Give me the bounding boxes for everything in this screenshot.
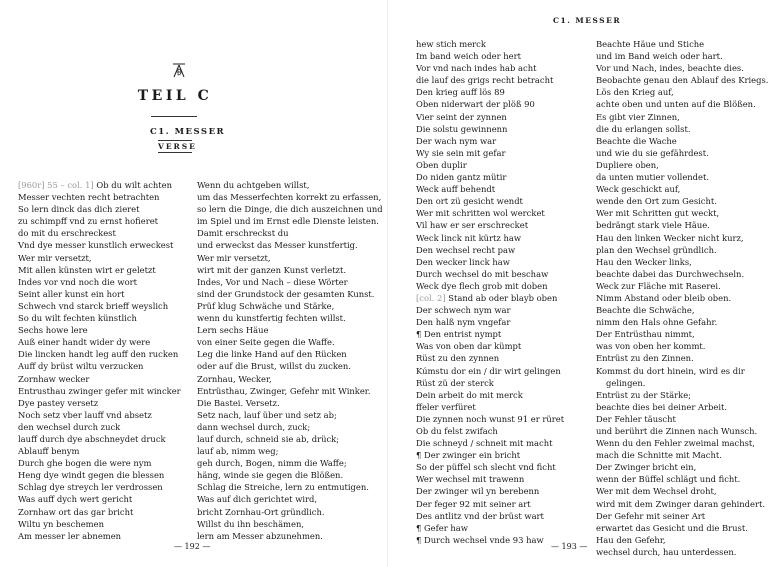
verse-line: Wiltu yn beschemen	[18, 518, 104, 529]
verse-line: Rüst zü der sterck	[416, 377, 494, 388]
verse-line: Der feger 92 mit seiner art	[416, 498, 531, 509]
verse-line: So der püffel sch slecht vnd ficht	[416, 462, 556, 473]
section-rule-bottom	[158, 152, 192, 153]
verse-line: Entrusthau zwinger gefer mit wincker	[18, 385, 181, 396]
original-text-column	[18, 179, 181, 542]
verse-line: Den halß nym vngefar	[416, 317, 511, 328]
verse-line: Vier seint der zynnen	[416, 111, 507, 122]
verse-line: Rüst zu den zynnen	[416, 353, 500, 364]
verse-line: Seint aller kunst ein hort	[18, 288, 125, 299]
verse-label: VERSE	[158, 142, 197, 151]
verse-line: Messer vechten recht betrachten	[18, 192, 160, 203]
verse-line: Heng dye windt gegen die blessen	[18, 470, 165, 481]
translation-line: Indes, Vor und Nach – diese Wörter	[197, 276, 348, 287]
translation-line: um das Messerfechten korrekt zu erfassen,	[197, 192, 382, 203]
verse-line: Auß einer handt wider dy were	[18, 337, 151, 348]
translation-line: Die Bastei. Versetz.	[197, 397, 280, 408]
page-number: — 193 —	[551, 542, 588, 551]
translation-line: von einer Seite gegen die Waffe.	[197, 337, 335, 348]
verse-line: ffeler verfüret	[416, 401, 476, 412]
verse-line: Oben duplir	[416, 159, 467, 170]
verse-line: So du wilt fechten künstlich	[18, 313, 137, 324]
translation-line: Es gibt vier Zinnen,	[596, 111, 680, 122]
verse-line: Do niden gantz mütir	[416, 172, 507, 183]
translation-line: dann wechsel durch, zuck;	[197, 421, 311, 432]
translation-line: da unten mutier vollendet.	[596, 172, 710, 183]
translation-line: Der Zwinger bricht ein,	[596, 462, 697, 473]
translation-line: Der Fehler täuscht	[596, 413, 676, 424]
verse-line: Die zynnen noch wunst 91 er rüret	[416, 413, 565, 424]
verse-line: Den wecker linck haw	[416, 256, 510, 267]
translation-line: Lös den Krieg auf,	[596, 87, 674, 98]
verse-line: Oben niderwart der plöß 90	[416, 99, 535, 110]
translation-line: wende den Ort zum Gesicht.	[596, 196, 717, 207]
verse-line: Mit allen künsten wirt er geletzt	[18, 264, 156, 275]
original-text-column	[416, 38, 564, 546]
verse-line: So lern dinck das dich zieret	[18, 204, 140, 215]
section-title: C1. MESSER	[150, 127, 226, 137]
translation-line: Nimm Abstand oder bleib oben.	[596, 292, 732, 303]
verse-line: Weck auff behendt	[416, 184, 496, 195]
verse-line: Wer mit schritten wol wercket	[416, 208, 545, 219]
verse-line: Schlag dye streych ler verdrossen	[18, 482, 163, 493]
translation-line: und wie du sie gefährdest.	[596, 147, 709, 158]
translation-line: Beobachte genau den Ablauf des Kriegs.	[596, 75, 769, 86]
section-rule-top	[158, 140, 192, 141]
verse-line: lauff durch dye abschneydet druck	[18, 433, 166, 444]
verse-line: Die solstu gewinnenn	[416, 123, 508, 134]
translation-line: Leg die linke Hand auf den Rücken	[197, 349, 347, 360]
verse-line: Indes vor vnd noch die wort	[18, 276, 137, 287]
translation-line: beachte dabei das Durchwechseln.	[596, 268, 745, 279]
translation-line: Kommst du dort hinein, wird es dir	[596, 365, 745, 376]
translation-line: wenn du kunstfertig fechten willst.	[197, 313, 346, 324]
verse-line: [col. 2] Stand ab oder blayb oben	[416, 292, 558, 303]
verse-line: Vil haw er ser erschrecket	[416, 220, 529, 231]
verse-line: Ob du felst zwifach	[416, 426, 498, 436]
translation-line: und erweckst das Messer kunstfertig.	[197, 240, 358, 251]
right-page	[388, 0, 775, 567]
verse-line: Der schwech nym war	[416, 305, 511, 316]
verse-line: hew stich merck	[416, 39, 486, 49]
verse-line: ¶ Gefer haw	[416, 522, 468, 533]
translation-line: erwartet das Gesicht und die Brust.	[596, 522, 748, 533]
translation-line: bedrängt stark viele Häue.	[596, 220, 710, 231]
translation-line: achte oben und unten auf die Blößen.	[596, 99, 756, 110]
translation-line: gelingen.	[606, 377, 646, 388]
translation-line: Was auf dich gerichtet wird,	[197, 494, 318, 505]
verse-line: ¶ Der zwinger ein bricht	[416, 450, 521, 461]
translation-line: Entrüsthau, Zwinger, Gefehr mit Winker.	[197, 385, 371, 396]
translation-column	[197, 179, 383, 542]
translation-line: oder auf die Brust, willst du zucken.	[197, 361, 351, 372]
translation-line: lern am Messer abzunehmen.	[197, 530, 323, 541]
translation-line: Beachte Häue und Stiche	[596, 39, 705, 49]
verse-line: Dye pastey versetz	[18, 397, 99, 408]
translation-line: bricht Zornhau-Ort gründlich.	[197, 506, 325, 517]
verse-line: Den ort zü gesicht wendt	[416, 196, 523, 207]
verse-line: den wechsel durch zuck	[18, 421, 121, 432]
translation-line: wird mit dem Zwinger daran gehindert.	[596, 498, 766, 509]
translation-line: Entrüst zu den Zinnen.	[596, 353, 694, 364]
translation-line: Der Entrüsthau nimmt,	[596, 329, 695, 340]
translation-line: wirt mit der ganzen Kunst verletzt.	[197, 264, 346, 275]
verse-line: ¶ Den entrist nympt	[416, 329, 502, 340]
translation-line: Hau den Gefehr,	[596, 534, 666, 545]
verse-line: Am messer ler abnemen	[18, 530, 122, 541]
verse-line: Auff dy brüst wiltu verzucken	[18, 361, 144, 372]
verse-line: Noch setz vber lauff vnd absetz	[18, 409, 152, 420]
verse-line: Den wechsel recht paw	[416, 244, 516, 255]
translation-line: die du erlangen sollst.	[596, 123, 691, 134]
translation-line: Wer mit Schritten gut weckt,	[596, 208, 720, 219]
translation-line: Weck zur Fläche mit Raserei.	[596, 280, 721, 291]
verse-line: Zornhaw wecker	[18, 373, 90, 384]
translation-line: beachte dies bei deiner Arbeit.	[596, 401, 728, 412]
verse-line: Weck dye flech grob mit doben	[416, 280, 548, 291]
verse-line: Vnd dye messer kunstlich erweckest	[18, 240, 174, 251]
part-title: TEIL C	[137, 88, 213, 104]
translation-line: Lern sechs Häue	[197, 325, 269, 336]
verse-line: Den krieg auff lös 89	[416, 87, 505, 98]
verse-line: Weck linck nit kürtz haw	[416, 232, 522, 243]
verse-line: Was auff dych wert gericht	[18, 494, 133, 505]
translation-line: Schlag die Streiche, lern zu entmutigen.	[197, 482, 369, 493]
translation-line: plan den Wechsel gründlich.	[596, 244, 717, 255]
verse-line: Schwech vnd starck brieff weyslich	[18, 300, 169, 311]
verse-line: Im band weich oder hert	[416, 51, 521, 62]
verse-line: Durch ghe bogen die were nym	[18, 458, 152, 469]
translation-line: Setz nach, lauf über und setz ab;	[197, 409, 337, 420]
translation-line: nimm den Hals ohne Gefahr.	[596, 317, 718, 328]
translation-line: lauf ab, nimm weg;	[197, 446, 279, 457]
verse-line: zu schimpff vnd zu ernst hofieret	[18, 216, 159, 227]
translation-line: Damit erschreckst du	[197, 228, 289, 239]
translation-line: Entrüst zu der Stärke;	[596, 389, 691, 400]
translation-column	[596, 38, 768, 558]
translation-line: Hau den linken Wecker nicht kurz,	[596, 232, 744, 243]
translation-line: mach die Schnitte mit Macht.	[596, 450, 722, 461]
translation-line: Der Gefehr mit seiner Art	[596, 510, 706, 521]
translation-line: Dupliere oben,	[596, 159, 659, 170]
verse-line: Sechs howe lere	[18, 325, 88, 336]
verse-line: Vor vnd nach indes hab acht	[416, 63, 537, 74]
translation-line: Wer mir versetzt,	[197, 252, 271, 263]
translation-line: Willst du ihn beschämen,	[197, 518, 305, 529]
verse-line: Wer mir versetzt,	[18, 252, 92, 263]
verse-line: Der zwinger wil yn berebenn	[416, 486, 540, 497]
verse-line: Kúmstu dor ein / dir wirt gelingen	[416, 365, 561, 376]
verse-line: Wer wechsel mit trawenn	[416, 474, 525, 485]
verse-line: Die schneyd / schneit mit macht	[416, 438, 553, 449]
verse-line: do mit du erschreckest	[18, 228, 116, 239]
source-marker: [960r] 55 – col. 1]	[18, 180, 94, 190]
translation-line: was von oben her kommt.	[596, 341, 706, 352]
translation-line: Beachte die Schwäche,	[596, 305, 695, 316]
translation-line: so lern die Dinge, die dich auszeichnen und	[197, 204, 383, 215]
translation-line: lauf durch, schneid sie ab, drück;	[197, 433, 340, 444]
translation-line: sind der Grundstock der gesamten Kunst.	[197, 288, 375, 299]
verse-line: Des antlitz vnd der brüst wart	[416, 510, 544, 521]
translation-line: Beachte die Wache	[596, 135, 677, 146]
translation-line: und im Band weich oder hart.	[596, 51, 723, 62]
translation-line: Hau den Wecker links,	[596, 256, 692, 267]
translation-line: Prüf klug Schwäche und Stärke,	[197, 300, 335, 311]
translation-line: wechsel durch, hau unterdessen.	[596, 546, 737, 557]
translation-line: häng, winde sie gegen die Blößen.	[197, 470, 344, 481]
verse-line: ¶ Durch wechsel vnde 93 haw	[416, 534, 544, 545]
verse-line: die lauf des grigs recht betracht	[416, 75, 554, 86]
verse-line: Ablauff benym	[18, 446, 80, 457]
left-page	[0, 0, 387, 567]
translation-line: Vor und Nach, indes, beachte dies.	[596, 63, 744, 74]
translation-line: Zornhau, Wecker,	[197, 373, 272, 384]
source-marker: [col. 2]	[416, 292, 446, 303]
verse-line: Was von oben dar kümpt	[416, 341, 522, 352]
translation-line: Weck geschickt auf,	[596, 184, 681, 195]
translation-line: und berührt die Zinnen nach Wunsch.	[596, 426, 758, 436]
verse-line: Wy sie sein mit gefar	[416, 147, 506, 158]
monogram-logo-icon	[172, 63, 186, 78]
verse-line: Durch wechsel do mit beschaw	[416, 268, 549, 279]
verse-line: [960r] 55 – col. 1] Ob du wilt achten	[18, 180, 173, 190]
translation-line: im Spiel und im Ernst edle Dienste leisten.	[197, 216, 379, 227]
running-header: C1. MESSER	[553, 16, 622, 25]
title-rule	[151, 116, 197, 117]
translation-line: Wenn du den Fehler zweimal machst,	[596, 438, 755, 449]
translation-line: Wenn du achtgeben willst,	[197, 180, 310, 190]
verse-line: Dein arbeit do mit merck	[416, 389, 523, 400]
translation-line: wenn der Büffel schlägt und ficht.	[596, 474, 741, 485]
verse-line: Die lincken handt leg auff den rucken	[18, 349, 179, 360]
translation-line: Wer mit dem Wechsel droht,	[596, 486, 717, 497]
verse-line: Zornhaw ort das gar bricht	[18, 506, 134, 517]
page-number: — 192 —	[174, 542, 211, 551]
verse-line: Der wach nym war	[416, 135, 497, 146]
translation-line: geh durch, Bogen, nimm die Waffe;	[197, 458, 347, 469]
